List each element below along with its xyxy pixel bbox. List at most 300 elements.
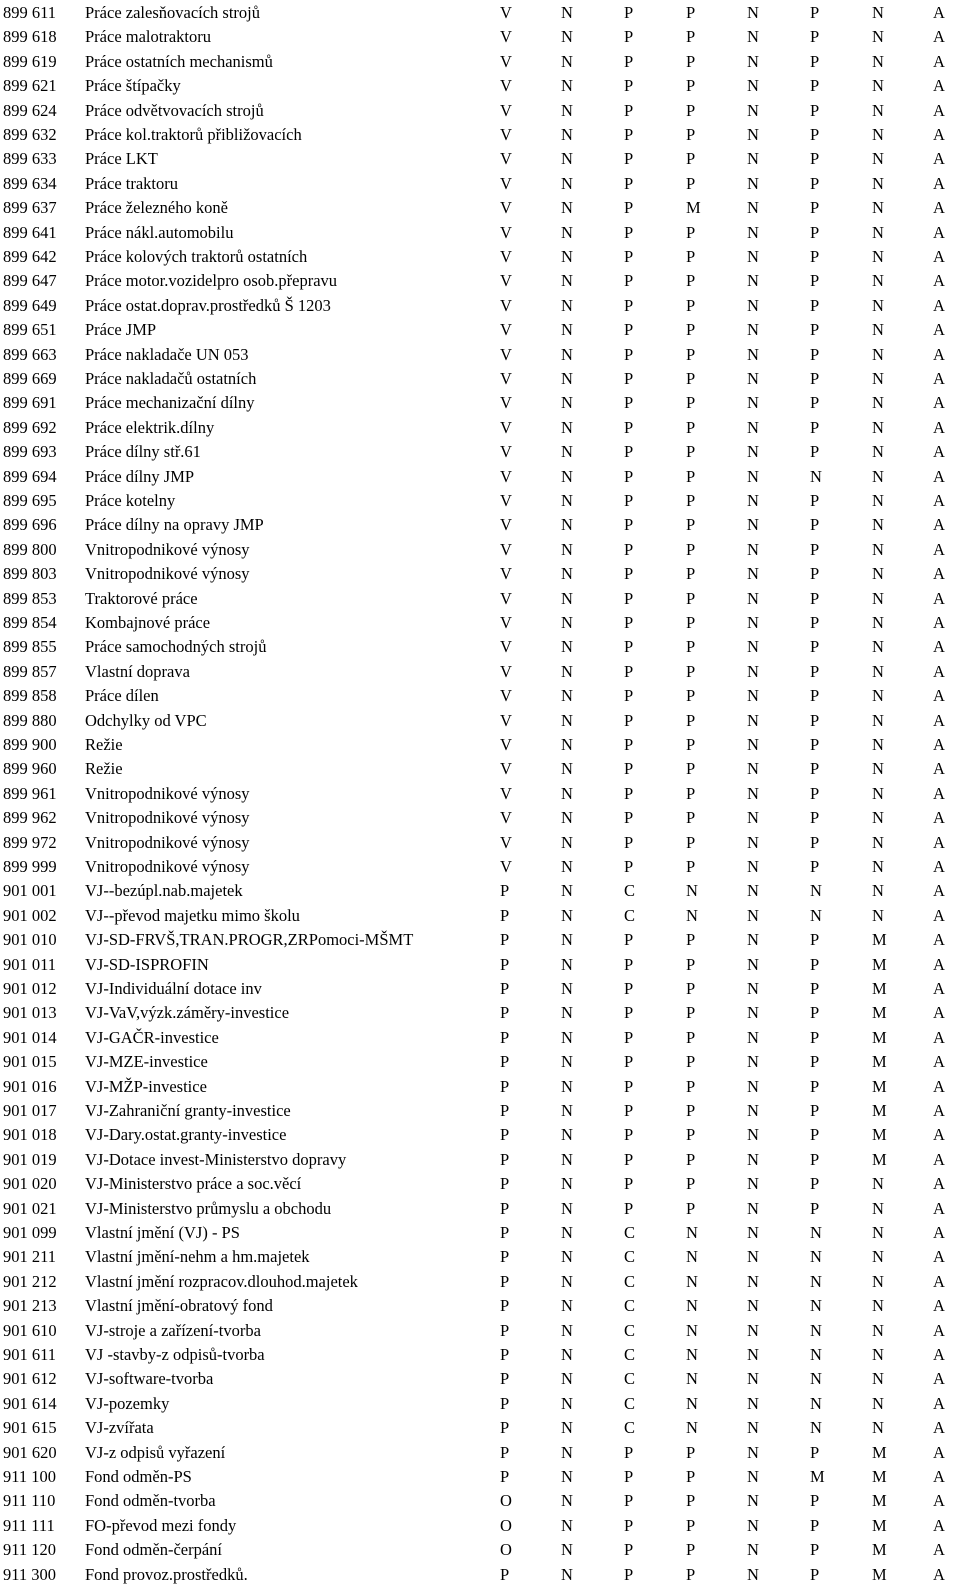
flag-cell-6: P (810, 1003, 820, 1023)
flag-cell-1: P (500, 1149, 510, 1169)
flag-cell-8: A (933, 1125, 945, 1145)
flag-cell-5: N (747, 1369, 759, 1389)
table-row (0, 587, 960, 611)
flag-cell-5: N (747, 344, 759, 364)
flag-cell-2: N (561, 271, 573, 291)
flag-cell-6: P (810, 1198, 820, 1218)
flag-cell-7: M (872, 1540, 887, 1560)
account-code: 899 669 (3, 369, 57, 388)
account-description: Vlastní jmění rozpracov.dlouhod.majetek (85, 1271, 358, 1291)
flag-cell-5: N (747, 247, 759, 266)
account-description: VJ-stroje a zařízení-tvorba (85, 1320, 261, 1340)
flag-cell-8: A (933, 51, 945, 71)
flag-cell-5: N (747, 1442, 759, 1462)
account-description: VJ-Ministerstvo průmyslu a obchodu (85, 1198, 332, 1218)
account-code: 901 213 (3, 1296, 57, 1316)
account-description: VJ-Dotace invest-Ministerstvo dopravy (85, 1149, 347, 1169)
table-row (0, 1172, 960, 1196)
table-row (0, 1221, 960, 1245)
account-description: Vnitropodnikové výnosy (85, 783, 250, 803)
table-row (0, 147, 960, 171)
account-description: Odchylky od VPC (85, 710, 207, 730)
flag-cell-7: N (872, 149, 884, 169)
account-code: 899 637 (3, 198, 57, 218)
flag-cell-3: C (624, 1320, 636, 1340)
flag-cell-5: N (747, 173, 759, 193)
flag-cell-7: N (872, 564, 884, 584)
flag-cell-4: P (686, 637, 696, 657)
flag-cell-3: P (624, 808, 634, 828)
flag-cell-2: N (561, 1515, 573, 1535)
flag-cell-5: N (747, 198, 759, 218)
table-row (0, 953, 960, 977)
flag-cell-3: P (624, 100, 634, 120)
flag-cell-4: P (686, 1198, 696, 1218)
flag-cell-1: V (500, 710, 512, 730)
flag-cell-2: N (561, 564, 573, 584)
flag-cell-8: A (933, 515, 945, 535)
flag-cell-6: P (810, 1540, 820, 1560)
flag-cell-1: V (500, 515, 512, 535)
flag-cell-8: A (933, 295, 945, 315)
flag-cell-3: P (624, 491, 634, 510)
flag-cell-5: N (747, 1271, 759, 1291)
flag-cell-5: N (747, 759, 759, 779)
flag-cell-6: P (810, 3, 820, 22)
flag-cell-2: N (561, 905, 573, 925)
flag-cell-3: P (624, 515, 634, 535)
flag-cell-4: P (686, 3, 696, 22)
flag-cell-8: A (933, 881, 945, 901)
account-description: VJ-Dary.ostat.granty-investice (85, 1125, 287, 1145)
flag-cell-1: P (500, 1125, 510, 1145)
flag-cell-8: A (933, 417, 945, 437)
account-code: 899 651 (3, 320, 57, 340)
account-description: Práce odvětvovacích strojů (85, 100, 264, 120)
table-row (0, 1270, 960, 1294)
flag-cell-7: M (872, 1491, 887, 1511)
flag-cell-5: N (747, 954, 759, 974)
flag-cell-4: P (686, 125, 696, 144)
table-row (0, 123, 960, 147)
account-description: VJ-Ministerstvo práce a soc.věcí (85, 1174, 302, 1194)
table-row (0, 1465, 960, 1489)
flag-cell-8: A (933, 1223, 945, 1242)
flag-cell-8: A (933, 222, 945, 242)
flag-cell-7: N (872, 417, 884, 437)
flag-cell-1: V (500, 417, 512, 437)
account-description: Vlastní jmění (VJ) - PS (85, 1223, 240, 1242)
flag-cell-1: V (500, 222, 512, 242)
account-description: Práce kolových traktorů ostatních (85, 247, 308, 266)
flag-cell-7: N (872, 588, 884, 608)
flag-cell-1: P (500, 1418, 510, 1438)
flag-cell-1: V (500, 832, 512, 852)
flag-cell-1: V (500, 149, 512, 169)
account-description: Práce elektrik.dílny (85, 417, 215, 437)
flag-cell-8: A (933, 247, 945, 266)
flag-cell-7: M (872, 1467, 887, 1486)
flag-cell-5: N (747, 271, 759, 291)
table-row (0, 538, 960, 562)
flag-cell-8: A (933, 491, 945, 510)
account-description: Práce ostatních mechanismů (85, 51, 273, 71)
account-description: VJ-pozemky (85, 1393, 170, 1413)
flag-cell-5: N (747, 637, 759, 657)
flag-cell-4: P (686, 613, 696, 632)
flag-cell-1: V (500, 125, 512, 144)
flag-cell-3: C (624, 1418, 636, 1438)
flag-cell-8: A (933, 198, 945, 218)
table-row (0, 1319, 960, 1343)
account-description: VJ-VaV,výzk.záměry-investice (85, 1003, 290, 1023)
flag-cell-7: N (872, 1369, 884, 1389)
flag-cell-2: N (561, 881, 573, 901)
table-row (0, 367, 960, 391)
flag-cell-2: N (561, 198, 573, 218)
flag-cell-1: P (500, 1223, 510, 1242)
flag-cell-6: P (810, 100, 820, 120)
flag-cell-1: V (500, 3, 512, 22)
flag-cell-3: C (624, 881, 636, 901)
flag-cell-6: P (810, 832, 820, 852)
flag-cell-8: A (933, 1052, 945, 1072)
flag-cell-2: N (561, 930, 573, 950)
flag-cell-5: N (747, 661, 759, 681)
flag-cell-2: N (561, 1076, 573, 1096)
flag-cell-4: P (686, 149, 696, 169)
flag-cell-3: P (624, 271, 634, 291)
flag-cell-5: N (747, 1564, 759, 1584)
account-code: 899 641 (3, 222, 57, 242)
flag-cell-1: V (500, 320, 512, 340)
table-row (0, 635, 960, 659)
flag-cell-1: P (500, 1076, 510, 1096)
flag-cell-8: A (933, 1076, 945, 1096)
flag-cell-1: P (500, 1345, 510, 1364)
flag-cell-5: N (747, 320, 759, 340)
flag-cell-6: P (810, 1027, 820, 1047)
flag-cell-5: N (747, 930, 759, 950)
flag-cell-5: N (747, 710, 759, 730)
flag-cell-8: A (933, 613, 945, 632)
flag-cell-2: N (561, 1125, 573, 1145)
flag-cell-4: P (686, 735, 696, 754)
account-code: 901 014 (3, 1027, 57, 1047)
flag-cell-6: P (810, 979, 820, 998)
flag-cell-2: N (561, 222, 573, 242)
flag-cell-6: N (810, 1296, 822, 1316)
account-code: 899 624 (3, 100, 57, 120)
flag-cell-8: A (933, 466, 945, 486)
flag-cell-7: M (872, 1052, 887, 1072)
flag-cell-4: P (686, 491, 696, 510)
flag-cell-1: P (500, 1467, 510, 1486)
account-code: 899 647 (3, 271, 57, 291)
account-code: 911 111 (3, 1515, 55, 1535)
flag-cell-1: P (500, 1052, 510, 1072)
flag-cell-3: P (624, 1076, 634, 1096)
account-code: 901 020 (3, 1174, 57, 1194)
flag-cell-7: N (872, 320, 884, 340)
account-description: Práce dílen (85, 686, 159, 706)
flag-cell-4: N (686, 1418, 698, 1438)
table-row (0, 855, 960, 879)
flag-cell-6: N (810, 1247, 822, 1267)
flag-cell-7: N (872, 881, 884, 901)
flag-cell-2: N (561, 1198, 573, 1218)
flag-cell-8: A (933, 1296, 945, 1316)
account-code: 901 016 (3, 1076, 57, 1096)
table-row (0, 1148, 960, 1172)
flag-cell-7: N (872, 100, 884, 120)
flag-cell-8: A (933, 1393, 945, 1413)
flag-cell-5: N (747, 1052, 759, 1072)
flag-cell-6: P (810, 247, 820, 266)
flag-cell-8: A (933, 1247, 945, 1267)
flag-cell-2: N (561, 783, 573, 803)
flag-cell-6: P (810, 51, 820, 71)
flag-cell-4: P (686, 564, 696, 584)
flag-cell-1: P (500, 1296, 510, 1316)
flag-cell-5: N (747, 588, 759, 608)
flag-cell-1: P (500, 1174, 510, 1194)
flag-cell-4: M (686, 198, 701, 218)
flag-cell-4: P (686, 954, 696, 974)
flag-cell-3: P (624, 247, 634, 266)
flag-cell-1: V (500, 735, 512, 754)
flag-cell-7: N (872, 344, 884, 364)
account-code: 901 611 (3, 1345, 57, 1364)
account-description: VJ-SD-FRVŠ,TRAN.PROGR,ZRPomoci-MŠMT (85, 930, 414, 950)
flag-cell-3: C (624, 905, 636, 925)
flag-cell-4: P (686, 979, 696, 998)
account-code: 899 632 (3, 125, 57, 144)
flag-cell-3: C (624, 1393, 636, 1413)
flag-cell-3: P (624, 27, 634, 47)
table-row (0, 684, 960, 708)
flag-cell-7: N (872, 247, 884, 266)
flag-cell-4: P (686, 100, 696, 120)
flag-cell-5: N (747, 905, 759, 925)
flag-cell-6: P (810, 857, 820, 876)
flag-cell-3: P (624, 1540, 634, 1560)
flag-cell-8: A (933, 564, 945, 584)
flag-cell-1: V (500, 564, 512, 584)
account-description: Práce ostat.doprav.prostředků Š 1203 (85, 295, 331, 315)
flag-cell-1: V (500, 661, 512, 681)
flag-cell-7: N (872, 1247, 884, 1267)
flag-cell-3: P (624, 442, 634, 462)
table-row (0, 50, 960, 74)
flag-cell-7: M (872, 1564, 887, 1584)
flag-cell-8: A (933, 1149, 945, 1169)
flag-cell-8: A (933, 149, 945, 169)
account-code: 899 649 (3, 295, 57, 315)
flag-cell-4: N (686, 1296, 698, 1316)
account-description: Práce nakladače UN 053 (85, 344, 249, 364)
table-row (0, 1343, 960, 1367)
account-description: VJ-GAČR-investice (85, 1027, 219, 1047)
table-row (0, 318, 960, 342)
account-description: Práce nákl.automobilu (85, 222, 234, 242)
flag-cell-1: V (500, 808, 512, 828)
flag-cell-6: N (810, 1320, 822, 1340)
flag-cell-4: P (686, 1515, 696, 1535)
flag-cell-3: P (624, 1027, 634, 1047)
table-row (0, 196, 960, 220)
account-description: VJ-software-tvorba (85, 1369, 214, 1389)
flag-cell-6: P (810, 125, 820, 144)
flag-cell-4: N (686, 1271, 698, 1291)
table-row (0, 1563, 960, 1587)
account-code: 899 900 (3, 735, 57, 754)
flag-cell-4: P (686, 1125, 696, 1145)
flag-cell-2: N (561, 1149, 573, 1169)
table-row (0, 611, 960, 635)
flag-cell-8: A (933, 637, 945, 657)
flag-cell-2: N (561, 320, 573, 340)
flag-cell-5: N (747, 1027, 759, 1047)
account-code: 899 618 (3, 27, 57, 47)
flag-cell-8: A (933, 686, 945, 706)
table-row (0, 294, 960, 318)
flag-cell-1: O (500, 1540, 512, 1560)
flag-cell-8: A (933, 173, 945, 193)
flag-cell-7: N (872, 661, 884, 681)
flag-cell-6: N (810, 1418, 822, 1438)
account-code: 901 610 (3, 1320, 57, 1340)
flag-cell-8: A (933, 393, 945, 413)
flag-cell-6: P (810, 173, 820, 193)
flag-cell-4: P (686, 1174, 696, 1194)
account-code: 899 695 (3, 491, 57, 510)
flag-cell-6: N (810, 1271, 822, 1291)
flag-cell-8: A (933, 588, 945, 608)
table-row (0, 1075, 960, 1099)
flag-cell-6: P (810, 344, 820, 364)
flag-cell-8: A (933, 1174, 945, 1194)
flag-cell-5: N (747, 686, 759, 706)
account-description: Vnitropodnikové výnosy (85, 808, 250, 828)
flag-cell-7: M (872, 1125, 887, 1145)
flag-cell-1: V (500, 76, 512, 96)
flag-cell-1: V (500, 686, 512, 706)
flag-cell-5: N (747, 222, 759, 242)
flag-cell-6: P (810, 735, 820, 754)
flag-cell-3: P (624, 832, 634, 852)
flag-cell-8: A (933, 1442, 945, 1462)
account-code: 901 018 (3, 1125, 57, 1145)
flag-cell-7: N (872, 27, 884, 47)
table-row (0, 74, 960, 98)
account-description: VJ-SD-ISPROFIN (85, 954, 209, 974)
flag-cell-5: N (747, 149, 759, 169)
account-description: VJ-MZE-investice (85, 1052, 208, 1072)
account-description: Vnitropodnikové výnosy (85, 564, 250, 584)
flag-cell-7: N (872, 857, 884, 876)
flag-cell-3: P (624, 3, 634, 22)
flag-cell-4: P (686, 173, 696, 193)
flag-cell-3: P (624, 783, 634, 803)
account-code: 899 663 (3, 344, 57, 364)
account-description: Fond odměn-čerpání (85, 1540, 223, 1560)
flag-cell-2: N (561, 1467, 573, 1486)
flag-cell-3: P (624, 222, 634, 242)
flag-cell-3: P (624, 686, 634, 706)
flag-cell-2: N (561, 1052, 573, 1072)
flag-cell-7: N (872, 1174, 884, 1194)
flag-cell-7: N (872, 1271, 884, 1291)
flag-cell-8: A (933, 76, 945, 96)
account-description: Práce nakladačů ostatních (85, 369, 257, 388)
flag-cell-4: P (686, 1564, 696, 1584)
account-code: 901 212 (3, 1271, 57, 1291)
flag-cell-8: A (933, 710, 945, 730)
flag-cell-8: A (933, 979, 945, 998)
flag-cell-6: P (810, 539, 820, 559)
flag-cell-1: V (500, 198, 512, 218)
flag-cell-3: P (624, 76, 634, 96)
flag-cell-5: N (747, 1003, 759, 1023)
flag-cell-8: A (933, 344, 945, 364)
account-code: 899 961 (3, 783, 57, 803)
account-code: 901 013 (3, 1003, 57, 1023)
flag-cell-7: M (872, 1076, 887, 1096)
flag-cell-1: V (500, 173, 512, 193)
flag-cell-2: N (561, 51, 573, 71)
table-row (0, 757, 960, 781)
flag-cell-3: P (624, 1003, 634, 1023)
flag-cell-7: N (872, 1320, 884, 1340)
flag-cell-4: N (686, 1393, 698, 1413)
flag-cell-8: A (933, 3, 945, 22)
flag-cell-5: N (747, 1198, 759, 1218)
flag-cell-6: P (810, 295, 820, 315)
account-description: VJ-Zahraniční granty-investice (85, 1101, 291, 1120)
flag-cell-2: N (561, 76, 573, 96)
flag-cell-5: N (747, 881, 759, 901)
account-description: Práce mechanizační dílny (85, 393, 255, 413)
flag-cell-7: N (872, 905, 884, 925)
flag-cell-8: A (933, 1101, 945, 1120)
table-row (0, 245, 960, 269)
flag-cell-8: A (933, 759, 945, 779)
flag-cell-2: N (561, 1540, 573, 1560)
table-row (0, 1099, 960, 1123)
flag-cell-7: M (872, 1149, 887, 1169)
flag-cell-8: A (933, 1540, 945, 1560)
flag-cell-5: N (747, 1320, 759, 1340)
flag-cell-7: N (872, 637, 884, 657)
flag-cell-1: V (500, 344, 512, 364)
flag-cell-1: P (500, 1003, 510, 1023)
flag-cell-5: N (747, 832, 759, 852)
account-description: FO-převod mezi fondy (85, 1515, 237, 1535)
flag-cell-7: M (872, 1515, 887, 1535)
table-row (0, 831, 960, 855)
flag-cell-1: O (500, 1491, 512, 1511)
flag-cell-3: P (624, 661, 634, 681)
account-code: 899 880 (3, 710, 57, 730)
account-code: 901 612 (3, 1369, 57, 1389)
flag-cell-7: N (872, 539, 884, 559)
account-description: Fond odměn-tvorba (85, 1491, 216, 1511)
flag-cell-3: P (624, 1467, 634, 1486)
flag-cell-5: N (747, 100, 759, 120)
flag-cell-4: P (686, 1442, 696, 1462)
flag-cell-6: P (810, 808, 820, 828)
